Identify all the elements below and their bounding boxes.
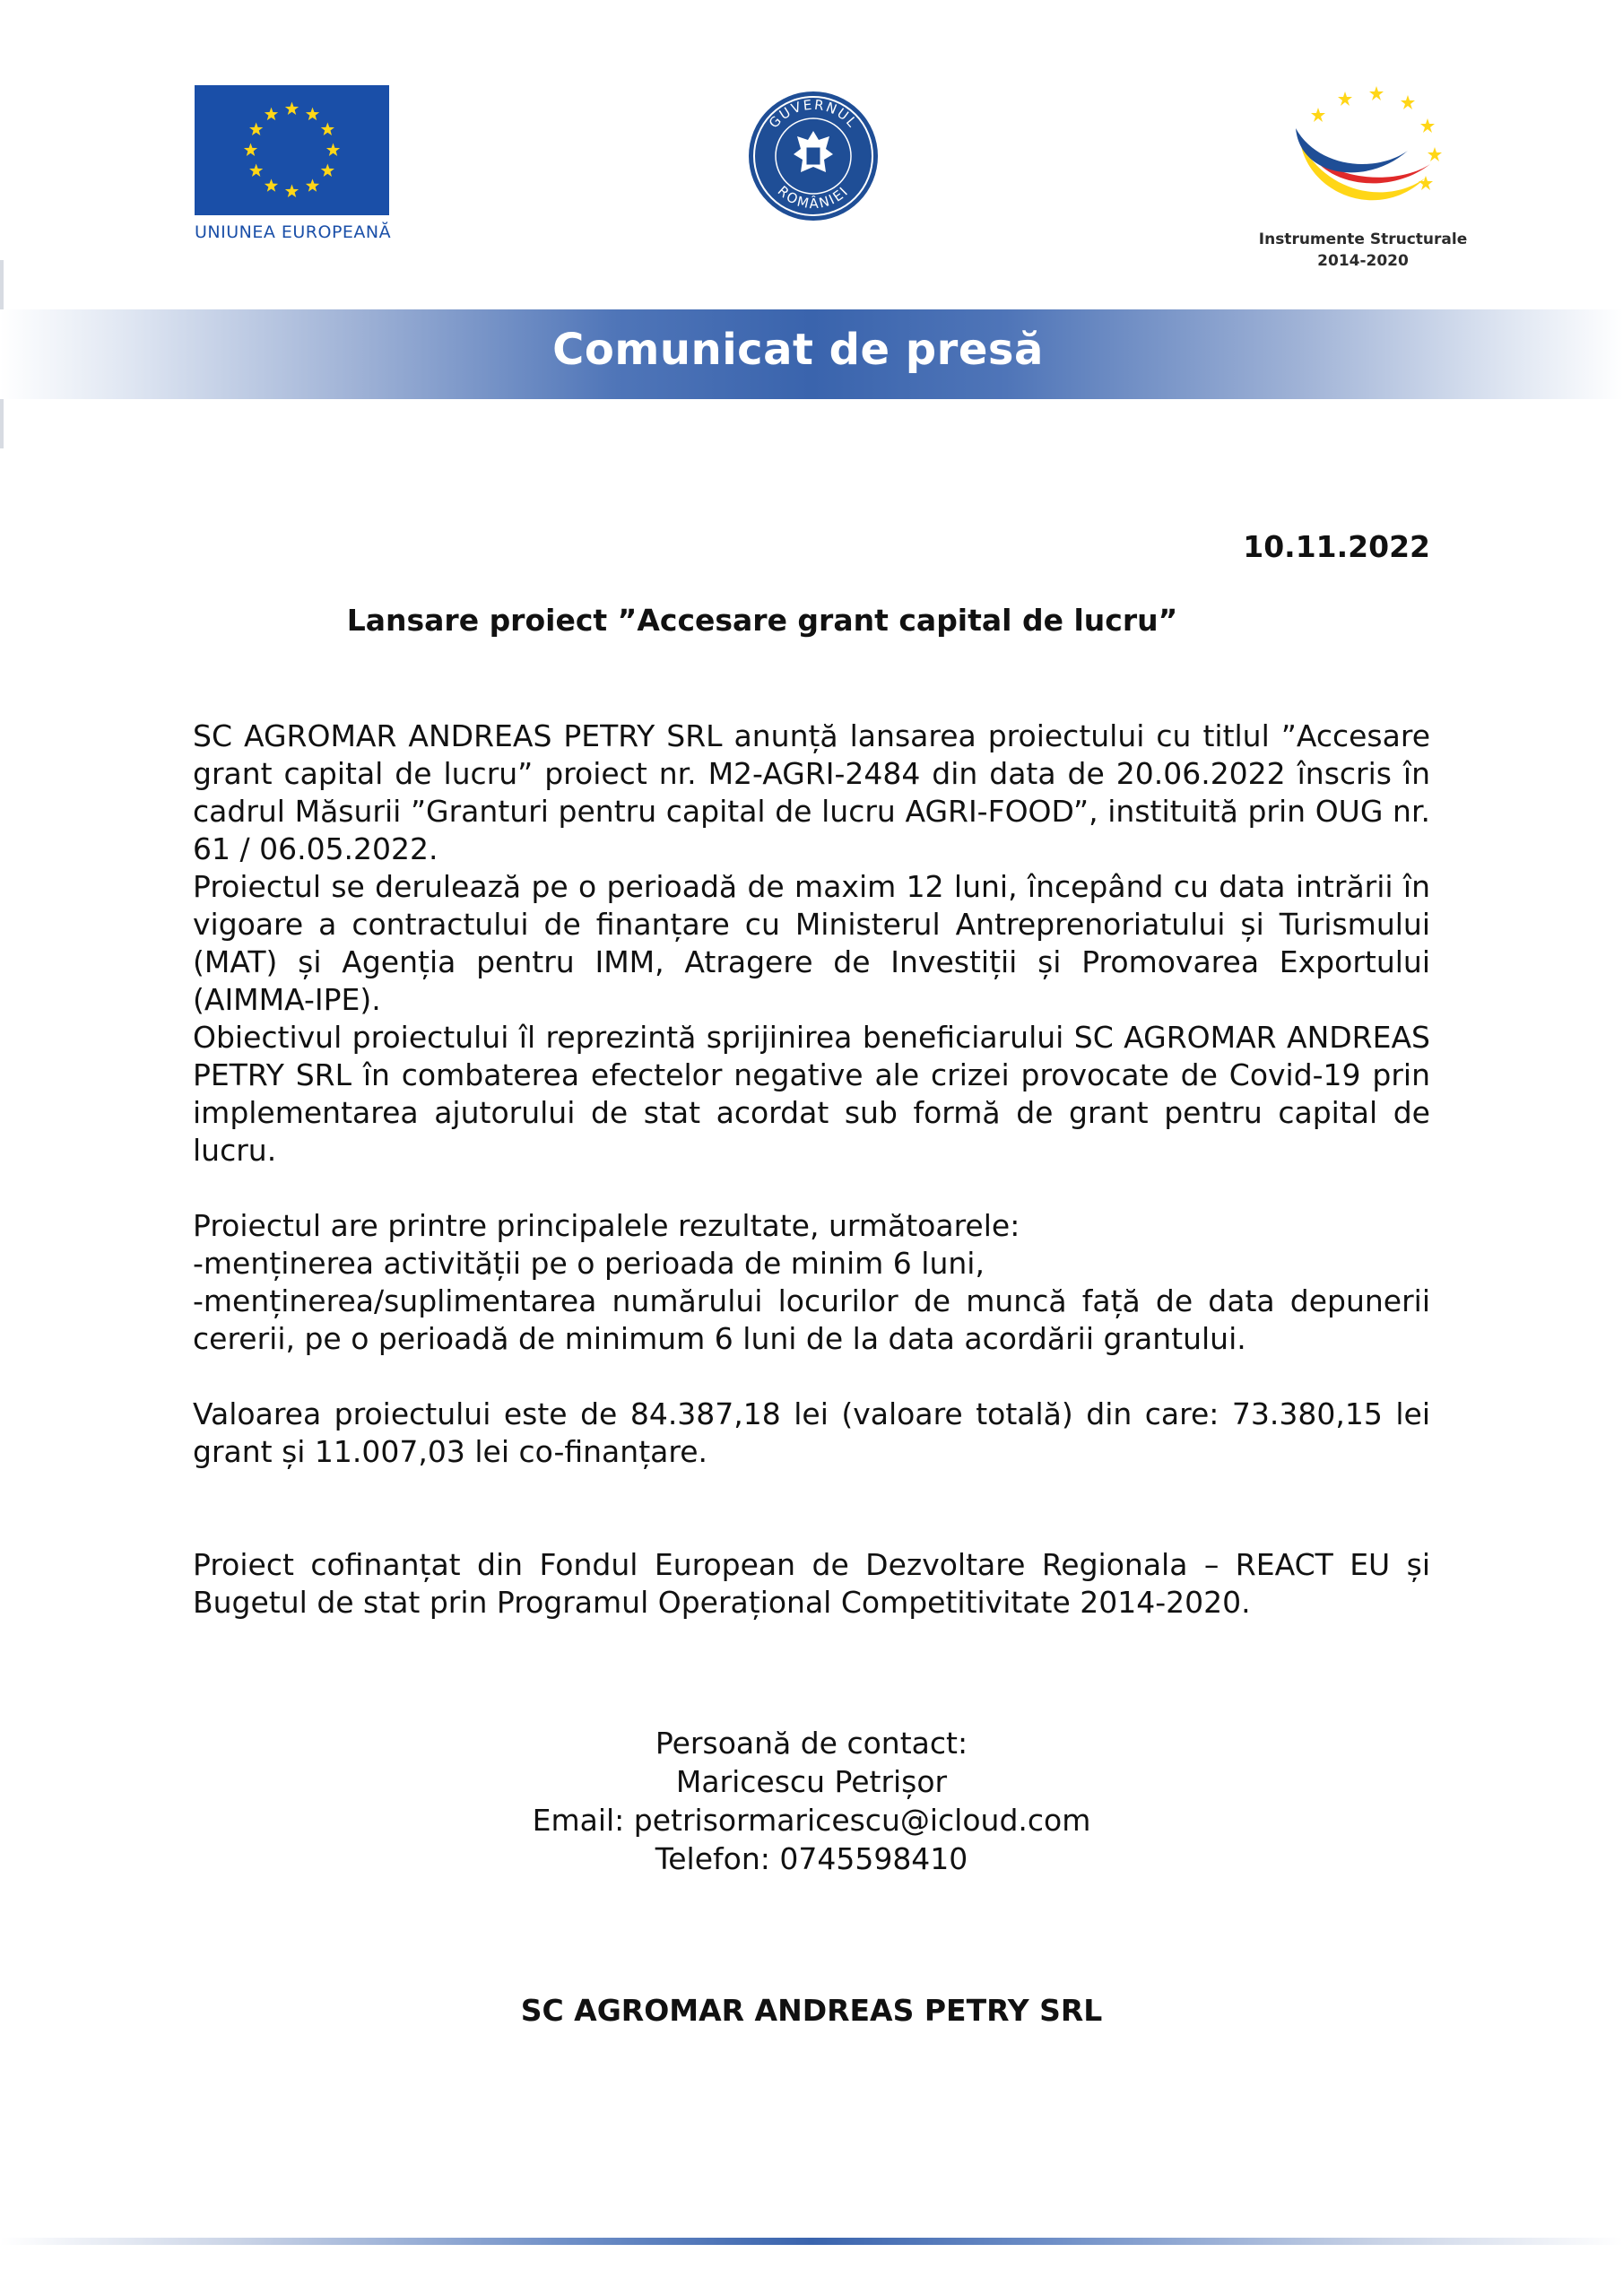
eu-star-icon: [321, 164, 334, 177]
eu-star-icon: [285, 102, 299, 115]
contact-email[interactable]: Email: petrisormaricescu@icloud.com: [532, 1803, 1091, 1838]
contact-name: Maricescu Petrișor: [675, 1764, 948, 1799]
paragraph-announcement: SC AGROMAR ANDREAS PETRY SRL anunță lansarea proiectului cu titlul ”Accesare grant capital de lucru” proiect nr. M2-AGRI-2484 din data de 20.06.2022 înscris în cadrul Măsurii ”Granturi pentru capital de lucru AGRI-FOOD”, instituită prin OUG nr. 61 / 06.05.2022.: [193, 718, 1430, 866]
eu-star-icon: [306, 178, 319, 191]
eu-star-icon: [321, 123, 334, 135]
contact-block: [0, 1724, 1623, 1878]
result-item: -menținerea/suplimentarea numărului locurilor de muncă față de data depunerii cererii, pe o perioadă de minimum 6 luni de la data acordării grantului.: [193, 1283, 1430, 1356]
structural-caption-line1: Instrumente Structurale: [1258, 230, 1468, 248]
eu-stars-icon: [195, 85, 389, 215]
structural-instruments-caption: [1255, 229, 1471, 272]
svg-text:GUVERNUL: GUVERNUL: [765, 96, 862, 132]
eu-flag-logo: [195, 85, 389, 215]
paragraph-funding: Proiect cofinanțat din Fondul European de Dezvoltare Regionala – REACT EU și Bugetul de stat prin Programul Operațional Competitivitate 2014-2020.: [193, 1547, 1430, 1620]
paragraph-value: Valoarea proiectului este de 84.387,18 lei (valoare totală) din care: 73.380,15 lei grant și 11.007,03 lei co-finanțare.: [193, 1396, 1430, 1469]
eu-star-icon: [285, 185, 299, 197]
svg-text:ROMÂNIEI: ROMÂNIEI: [774, 182, 853, 213]
paragraph-objective: Obiectivul proiectului îl reprezintă sprijinirea beneficiarului SC AGROMAR ANDREAS PETRY SRL în combaterea efectelor negative ale crizei provocate de Covid-19 prin implementarea ajutorului de stat acordat sub formă de grant pentru capital de lucru.: [193, 1020, 1430, 1168]
company-signature: SC AGROMAR ANDREAS PETRY SRL: [520, 1993, 1103, 2028]
contact-label: Persoană de contact:: [655, 1726, 968, 1761]
results-intro: Proiectul are printre principalele rezultate, următoarele:: [193, 1208, 1020, 1243]
structural-caption-line2: 2014-2020: [1317, 252, 1409, 270]
banner-title: Comunicat de presă: [552, 325, 1044, 375]
structural-instruments-logo: [1282, 79, 1453, 231]
eu-star-icon: [265, 178, 278, 191]
paragraph-duration: Proiectul se derulează pe o perioadă de maxim 12 luni, începând cu data intrării în vigoare a contractului de finanțare cu Ministerul Antreprenoriatului și Turismului (MAT) și Agenția pentru IMM, Atragere de Investiții și Promovarea Exportului (AIMMA-IPE).: [193, 869, 1430, 1017]
eu-star-icon: [249, 164, 263, 177]
eu-star-icon: [244, 144, 257, 156]
eu-caption: UNIUNEA EUROPEANĂ: [195, 222, 392, 242]
contact-phone[interactable]: Telefon: 0745598410: [655, 1841, 968, 1876]
release-date: 10.11.2022: [1243, 529, 1430, 564]
result-item: -menținerea activității pe o perioada de minim 6 luni,: [193, 1246, 985, 1281]
release-title: Lansare proiect ”Accesare grant capital de lucru”: [346, 603, 1178, 638]
romanian-government-seal: [747, 90, 880, 222]
eu-star-icon: [326, 144, 340, 156]
eu-star-icon: [306, 108, 319, 120]
eu-star-icon: [249, 123, 263, 135]
release-body: [193, 718, 1430, 1622]
eu-star-icon: [265, 108, 278, 120]
footer-divider: [0, 2238, 1623, 2245]
